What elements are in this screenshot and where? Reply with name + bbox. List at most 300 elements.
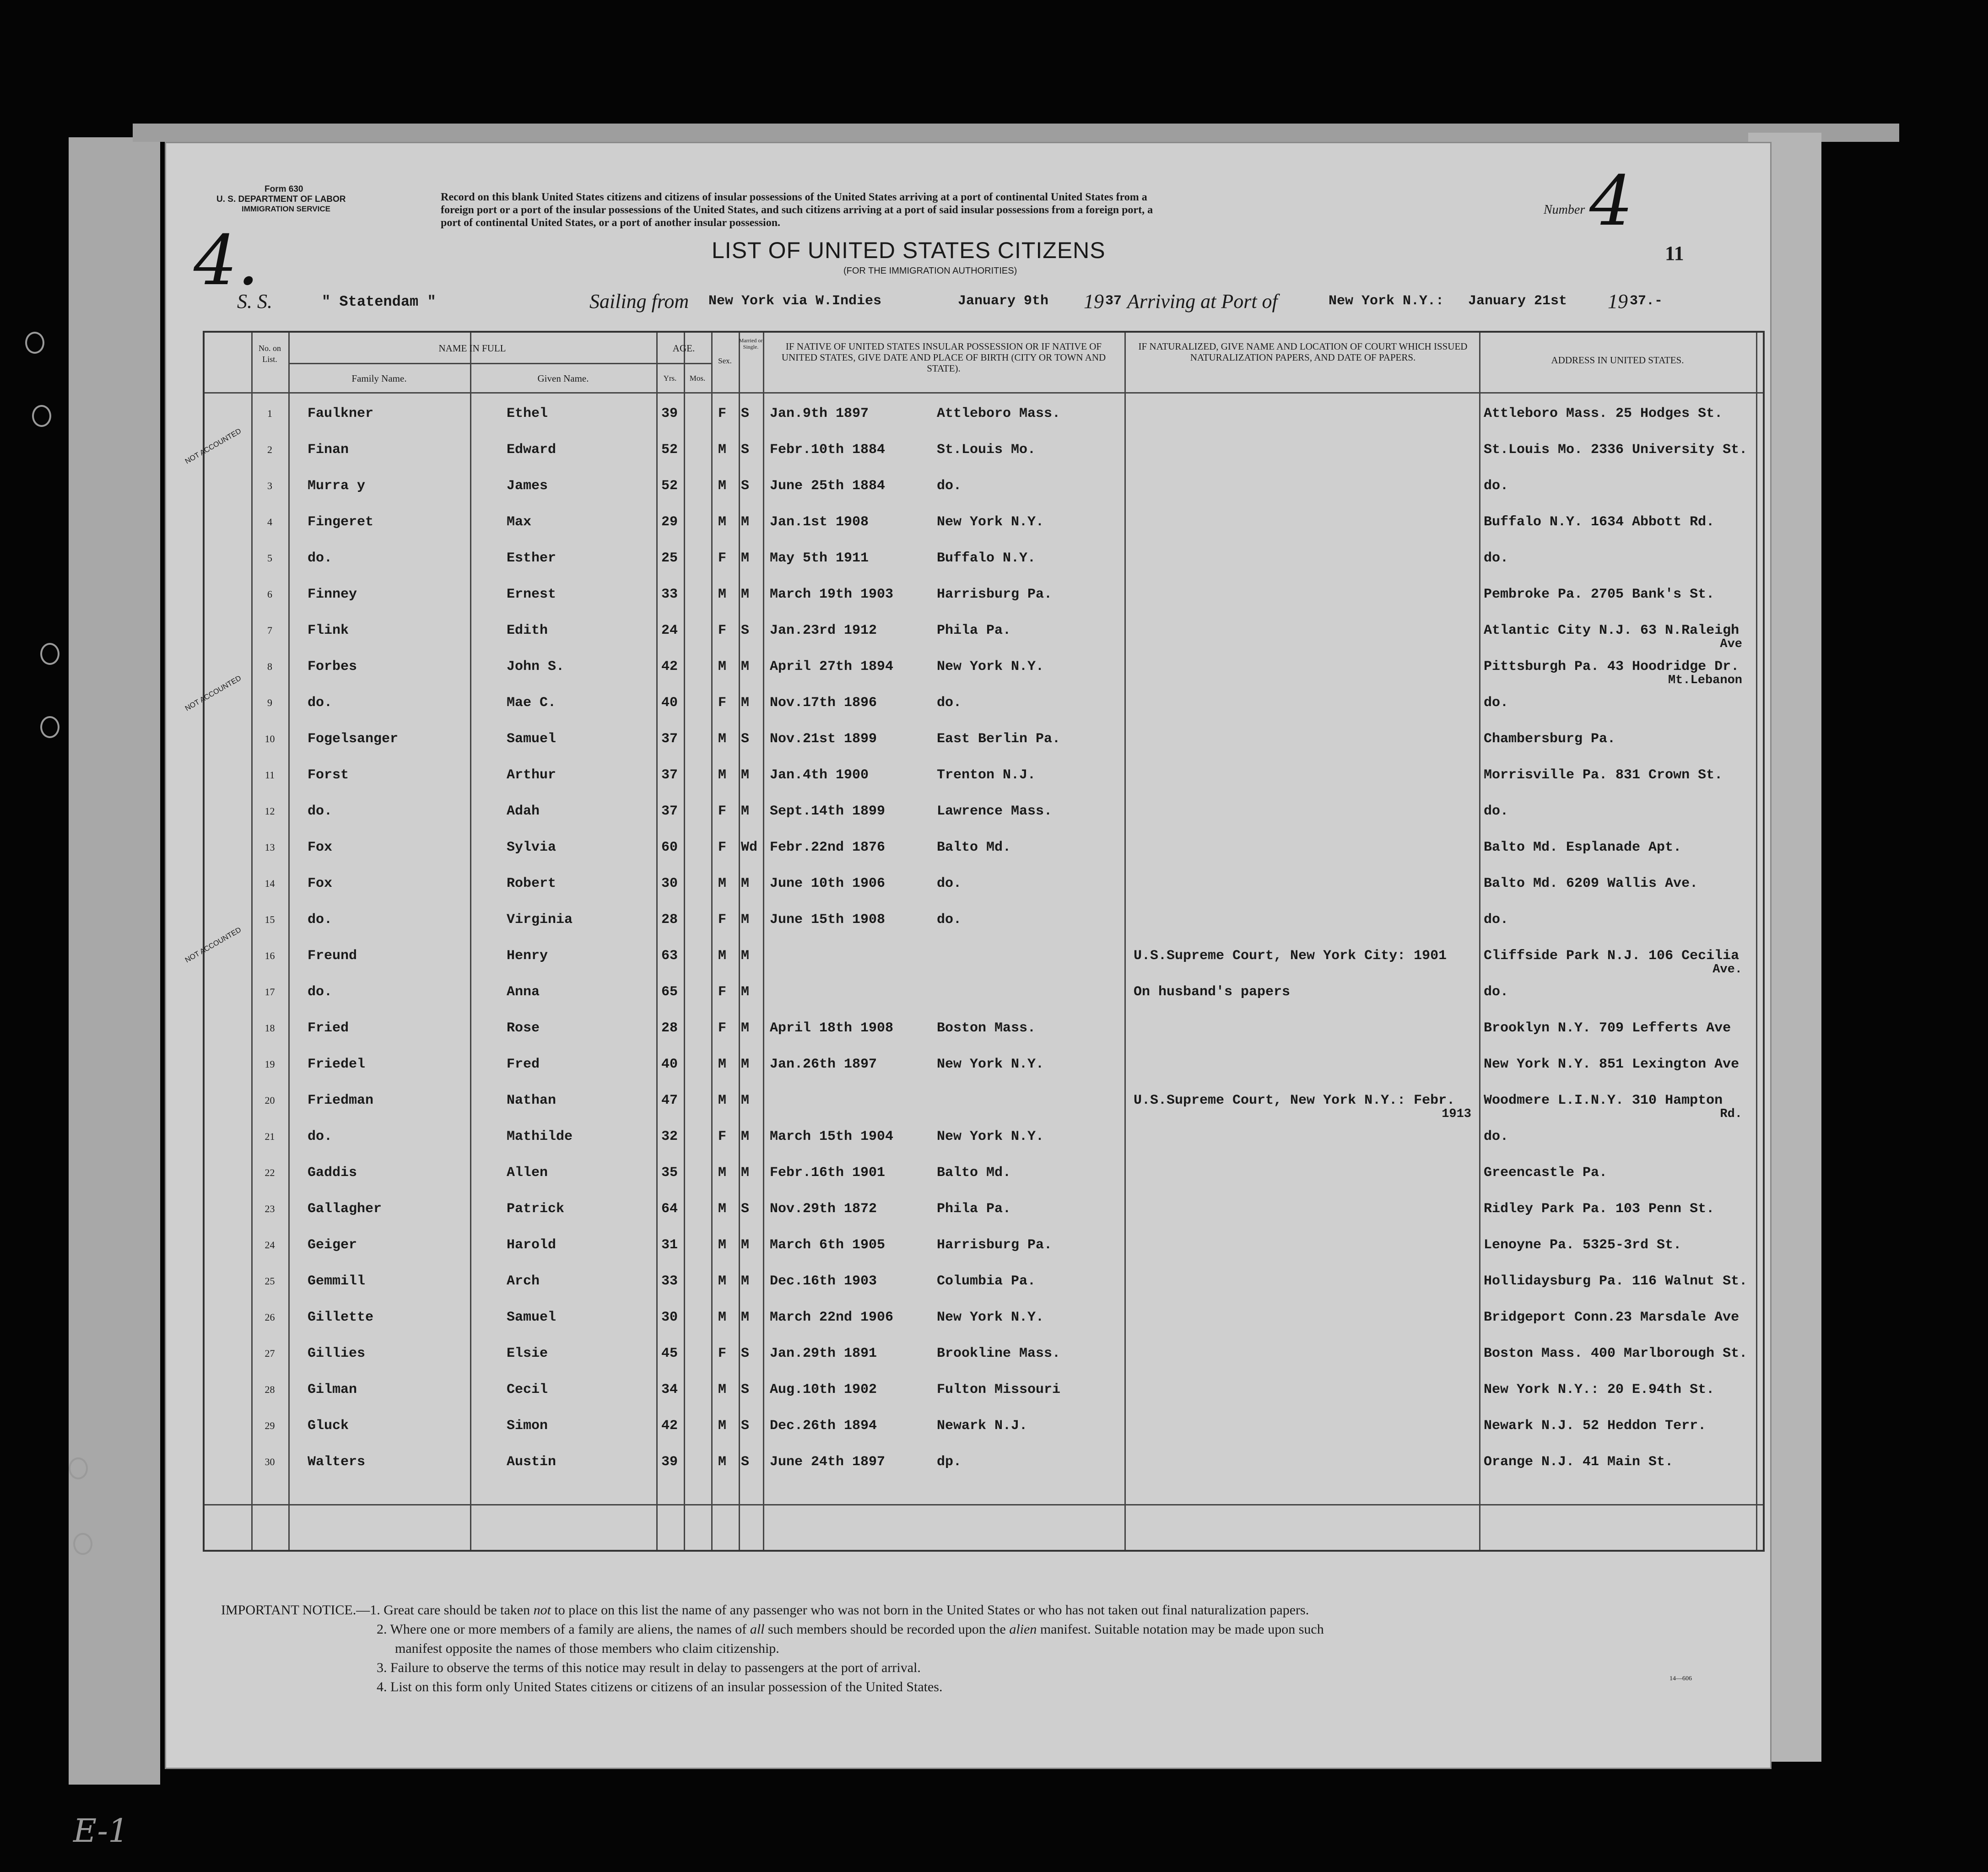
cell-no: 26 [265,1311,275,1323]
cell-date: Dec.16th 1903 [770,1273,877,1289]
table-row [205,1084,1756,1120]
cell-date: Aug.10th 1902 [770,1382,877,1397]
form-subtitle: (FOR THE IMMIGRATION AUTHORITIES) [843,266,1017,276]
cell-given: Adah [507,804,540,819]
cell-place: New York N.Y. [937,659,1044,674]
margin-stamp: NOT ACCOUNTED [184,674,243,713]
binder-hole [32,405,51,427]
cell-date: Jan.29th 1891 [770,1346,877,1361]
cell-place: Phila Pa. [937,623,1011,638]
cell-address: Newark N.J. 52 Heddon Terr. [1484,1418,1707,1434]
table-row [205,469,1756,505]
cell-age: 40 [661,695,678,711]
cell-court: On husband's papers [1134,984,1291,1000]
cell-ms: M [741,1237,750,1253]
cell-age: 37 [661,731,678,747]
cell-given: Virginia [507,912,573,928]
instructions-line-2: foreign port or a port of the insular possessions of the United States, and such citizens arriving at a port of said insular possessions from a foreign port, a [441,204,1153,216]
cell-sex: M [718,1273,727,1289]
cell-family: Friedman [308,1093,374,1108]
cell-no: 28 [265,1384,275,1395]
cell-age: 42 [661,1418,678,1434]
cell-address: New York N.Y. 851 Lexington Ave [1484,1057,1740,1072]
table-row [205,1409,1756,1445]
cell-age: 47 [661,1093,678,1108]
cell-date: Jan.4th 1900 [770,767,869,783]
cell-age: 28 [661,1020,678,1036]
notice-2a: 2. Where one or more members of a family are aliens, the names of [377,1622,750,1637]
cell-age: 37 [661,767,678,783]
cell-place: Columbia Pa. [937,1273,1036,1289]
department-name: U. S. DEPARTMENT OF LABOR [216,194,346,204]
cell-place: do. [937,478,962,494]
cell-ms: M [741,550,750,566]
sailing-year-prefix: 19 [1084,290,1104,313]
header-given-name: Given Name. [537,373,589,384]
cell-age: 29 [661,514,678,530]
cell-place: St.Louis Mo. [937,442,1036,458]
cell-date: Jan.26th 1897 [770,1057,877,1072]
cell-ms: M [741,984,750,1000]
cell-place: Harrisburg Pa. [937,587,1053,602]
cell-ms: M [741,804,750,819]
cell-sex: M [718,587,727,602]
cell-no: 8 [267,661,272,672]
cell-address: Morrisville Pa. 831 Crown St. [1484,767,1723,783]
cell-family: Fox [308,840,333,855]
header-family-name: Family Name. [351,373,407,384]
cell-given: Ernest [507,587,556,602]
cell-given: Arch [507,1273,540,1289]
cell-family: Fox [308,876,333,891]
cell-family: Gallagher [308,1201,382,1217]
arriving-year: 37.- [1630,293,1663,309]
cell-sex: M [718,876,727,891]
table-row [205,1011,1756,1047]
cell-address: Bridgeport Conn.23 Marsdale Ave [1484,1310,1740,1325]
cell-no: 12 [265,805,275,817]
arriving-port: New York N.Y.: [1329,293,1444,309]
cell-sex: F [718,550,727,566]
cell-given: James [507,478,548,494]
cell-address: Atlantic City N.J. 63 N.Raleigh [1484,623,1740,638]
cell-given: Mae C. [507,695,556,711]
cell-date: Nov.17th 1896 [770,695,877,711]
cell-place: Buffalo N.Y. [937,550,1036,566]
cell-age: 33 [661,587,678,602]
cell-date: April 18th 1908 [770,1020,894,1036]
cell-sex: M [718,442,727,458]
notice-2b: such members should be recorded upon the [764,1622,1010,1637]
cell-place: do. [937,912,962,928]
cell-age: 40 [661,1057,678,1072]
cell-given: Ethel [507,406,548,421]
cell-age: 52 [661,442,678,458]
cell-family: do. [308,1129,333,1144]
cell-no: 25 [265,1275,275,1287]
cell-age: 39 [661,406,678,421]
cell-family: Gilman [308,1382,357,1397]
notice-line-2 [377,1620,1324,1639]
cell-address: Pembroke Pa. 2705 Bank's St. [1484,587,1715,602]
cell-sex: F [718,1346,727,1361]
cell-address: Lenoyne Pa. 5325-3rd St. [1484,1237,1682,1253]
cell-place: Trenton N.J. [937,767,1036,783]
cell-date: June 24th 1897 [770,1454,886,1470]
cell-place: Balto Md. [937,1165,1011,1181]
cell-address: Brooklyn N.Y. 709 Lefferts Ave [1484,1020,1731,1036]
header-married-single: Married or Single. [739,337,763,350]
table-row [205,794,1756,831]
cell-date: May 5th 1911 [770,550,869,566]
cell-no: 13 [265,842,275,853]
cell-no: 24 [265,1239,275,1251]
cell-age: 30 [661,1310,678,1325]
cell-no: 4 [267,516,272,528]
notice-2-emphasis-alien: alien [1009,1622,1037,1637]
cell-date: March 15th 1904 [770,1129,894,1144]
cell-given: Sylvia [507,840,556,855]
margin-stamp: NOT ACCOUNTED [184,926,243,965]
cell-family: do. [308,984,333,1000]
cell-place: Fulton Missouri [937,1382,1061,1397]
table-row [205,1120,1756,1156]
cell-address: do. [1484,984,1509,1000]
sailing-date: January 9th [958,293,1049,309]
cell-age: 28 [661,912,678,928]
table-row [205,614,1756,650]
cell-age: 33 [661,1273,678,1289]
cell-sex: M [718,1454,727,1470]
cell-given: Samuel [507,1310,556,1325]
binder-hole [73,1533,92,1555]
header-sex: Sex. [718,356,732,365]
table-row [205,758,1756,794]
cell-no: 5 [267,552,272,564]
cell-no: 11 [265,769,275,781]
cell-address-continued: Mt.Lebanon [1668,674,1742,687]
cell-place: dp. [937,1454,962,1470]
cell-family: Geiger [308,1237,357,1253]
cell-ms: M [741,912,750,928]
cell-sex: F [718,1129,727,1144]
cell-given: Austin [507,1454,556,1470]
cell-place: do. [937,695,962,711]
cell-ms: M [741,876,750,891]
cell-date: Nov.21st 1899 [770,731,877,747]
cell-family: Forbes [308,659,357,674]
cell-age: 34 [661,1382,678,1397]
table-row [205,1228,1756,1264]
cell-date: June 25th 1884 [770,478,886,494]
cell-family: Faulkner [308,406,374,421]
header-mos: Mos. [689,374,706,383]
cell-address: do. [1484,804,1509,819]
cell-age: 64 [661,1201,678,1217]
cell-no: 27 [265,1348,275,1359]
cell-address: Chambersburg Pa. [1484,731,1616,747]
cell-ms: M [741,1165,750,1181]
notice-1a: Great care should be taken [384,1602,534,1618]
cell-no: 19 [265,1058,275,1070]
cell-address: St.Louis Mo. 2336 University St. [1484,442,1748,458]
cell-family: Walters [308,1454,366,1470]
cell-ms: M [741,514,750,530]
cell-date: Sept.14th 1899 [770,804,886,819]
cell-sex: F [718,695,727,711]
cell-address-continued: Rd. [1720,1107,1742,1121]
cell-family: Fogelsanger [308,731,399,747]
cell-address: do. [1484,912,1509,928]
notice-line-2-cont: manifest opposite the names of those members who claim citizenship. [395,1641,779,1656]
cell-given: Elsie [507,1346,548,1361]
cell-ms: Wd [741,840,758,855]
cell-no: 17 [265,986,275,998]
cell-age: 39 [661,1454,678,1470]
cell-given: Rose [507,1020,540,1036]
cell-age: 45 [661,1346,678,1361]
cell-date: March 22nd 1906 [770,1310,894,1325]
cell-address: Orange N.J. 41 Main St. [1484,1454,1674,1470]
table-row [205,1047,1756,1084]
table-row [205,505,1756,541]
cell-sex: M [718,731,727,747]
cell-family: Gillies [308,1346,366,1361]
cell-age: 37 [661,804,678,819]
ship-name: " Statendam " [322,293,436,310]
cell-sex: F [718,1020,727,1036]
cell-family: do. [308,550,333,566]
cell-age: 35 [661,1165,678,1181]
cell-ms: S [741,406,750,421]
cell-ms: S [741,623,750,638]
cell-given: Simon [507,1418,548,1434]
cell-sex: M [718,1201,727,1217]
header-native-birth: IF NATIVE OF UNITED STATES INSULAR POSSESSION OR IF NATIVE OF UNITED STATES, GIVE DATE AND PLACE OF BIRTH (CITY OR TOWN AND STATE). [781,341,1106,374]
table-row [205,397,1756,433]
arriving-year-prefix: 19 [1608,290,1628,313]
instructions-line-1: Record on this blank United States citizens and citizens of insular possessions of the United States arriving at a port of continental United States from a [441,191,1147,203]
cell-family: Freund [308,948,357,964]
cell-family: Forst [308,767,349,783]
cell-sex: M [718,1382,727,1397]
cell-family: Gluck [308,1418,349,1434]
table-row [205,650,1756,686]
list-number-handwritten: 4. [194,221,259,301]
cell-address: Balto Md. 6209 Wallis Ave. [1484,876,1698,891]
cell-place: Boston Mass. [937,1020,1036,1036]
header-bottom-rule [205,392,1763,394]
cell-address: do. [1484,695,1509,711]
bottom-left-mark: E-1 [73,1812,129,1850]
header-address: ADDRESS IN UNITED STATES. [1551,355,1684,366]
cell-address: do. [1484,550,1509,566]
cell-place: New York N.Y. [937,514,1044,530]
cell-family: do. [308,912,333,928]
sailing-from: New York via W.Indies [708,293,882,309]
cell-given: Esther [507,550,556,566]
cell-sex: F [718,406,727,421]
header-name-in-full: NAME IN FULL [438,343,506,354]
header-no-on-list: No. on List. [259,344,281,364]
cell-address: Greencastle Pa. [1484,1165,1608,1181]
sailing-label: Sailing from [589,290,689,313]
table-row [205,1445,1756,1481]
cell-sex: M [718,1057,727,1072]
cell-place: East Berlin Pa. [937,731,1061,747]
cell-no: 29 [265,1420,275,1431]
cell-address: Pittsburgh Pa. 43 Hoodridge Dr. [1484,659,1740,674]
cell-age: 63 [661,948,678,964]
cell-age: 60 [661,840,678,855]
cell-sex: F [718,623,727,638]
table-footer-rule [205,1504,1763,1505]
cell-ms: M [741,767,750,783]
table-row [205,722,1756,758]
cell-ms: M [741,695,750,711]
cell-given: John S. [507,659,565,674]
cell-no: 2 [267,444,272,455]
number-value: 4 [1589,162,1633,241]
table-row [205,939,1756,975]
header-rule [288,363,656,364]
cell-given: Nathan [507,1093,556,1108]
cell-address-continued: Ave. [1712,963,1742,976]
passenger-table [184,331,1765,1552]
cell-court: U.S.Supreme Court, New York City: 1901 [1134,948,1447,964]
cell-address: Attleboro Mass. 25 Hodges St. [1484,406,1723,421]
cell-court: U.S.Supreme Court, New York N.Y.: Febr. [1134,1093,1455,1108]
cell-ms: M [741,1129,750,1144]
cell-ms: M [741,1020,750,1036]
table-row [205,903,1756,939]
manifest-page [165,142,1772,1769]
cell-place: Newark N.J. [937,1418,1028,1434]
cell-sex: F [718,840,727,855]
cell-ms: S [741,1201,750,1217]
notice-line-4: 4. List on this form only United States citizens or citizens of an insular possession of the United States. [377,1679,943,1694]
cell-ms: M [741,1273,750,1289]
notice-line-1 [221,1601,1309,1620]
notice-lead: IMPORTANT NOTICE.—1. [221,1602,380,1618]
cell-ms: S [741,731,750,747]
cell-date: June 10th 1906 [770,876,886,891]
cell-sex: M [718,767,727,783]
cell-family: Flink [308,623,349,638]
cell-no: 9 [267,697,272,708]
service-name: IMMIGRATION SERVICE [242,205,330,213]
cell-no: 18 [265,1022,275,1034]
notice-1-emphasis: not [533,1602,551,1618]
table-row [205,831,1756,867]
notice-2-emphasis-all: all [750,1622,765,1637]
cell-no: 22 [265,1167,275,1178]
cell-age: 52 [661,478,678,494]
cell-ms: S [741,1418,750,1434]
cell-address: Boston Mass. 400 Marlborough St. [1484,1346,1748,1361]
cell-family: do. [308,804,333,819]
cell-date: June 15th 1908 [770,912,886,928]
cell-given: Edith [507,623,548,638]
table-row [205,975,1756,1011]
cell-given: Henry [507,948,548,964]
cell-family: Fried [308,1020,349,1036]
cell-given: Fred [507,1057,540,1072]
table-row [205,1373,1756,1409]
cell-date: March 6th 1905 [770,1237,886,1253]
cell-family: Murra y [308,478,366,494]
cell-given: Arthur [507,767,556,783]
cell-sex: M [718,1165,727,1181]
table-row [205,1337,1756,1373]
cell-given: Samuel [507,731,556,747]
cell-given: Patrick [507,1201,565,1217]
binder-hole [40,643,59,665]
cell-given: Mathilde [507,1129,573,1144]
cell-given: Edward [507,442,556,458]
cell-date: March 19th 1903 [770,587,894,602]
table-row [205,1192,1756,1228]
form-code: 14—606 [1669,1675,1692,1682]
binder-hole [25,332,44,354]
cell-date: Febr.22nd 1876 [770,840,886,855]
cell-given: Anna [507,984,540,1000]
margin-stamp: NOT ACCOUNTED [184,427,243,466]
header-naturalized: IF NATURALIZED, GIVE NAME AND LOCATION OF COURT WHICH ISSUED NATURALIZATION PAPERS, AND DATE OF PAPERS. [1138,341,1468,363]
notice-line-3: 3. Failure to observe the terms of this notice may result in delay to passengers at the port of arrival. [377,1660,921,1675]
cell-no: 15 [265,914,275,925]
cell-place: Lawrence Mass. [937,804,1053,819]
cell-ms: S [741,1346,750,1361]
cell-sex: F [718,912,727,928]
cell-family: Finan [308,442,349,458]
cell-no: 14 [265,878,275,889]
cell-no: 3 [267,480,272,491]
cell-no: 30 [265,1456,275,1467]
cell-ms: S [741,1454,750,1470]
table-row [205,433,1756,469]
table-row [205,541,1756,577]
table-row [205,686,1756,722]
cell-address: Cliffside Park N.J. 106 Cecilia [1484,948,1740,964]
cell-age: 25 [661,550,678,566]
form-title: LIST OF UNITED STATES CITIZENS [712,237,1106,263]
arriving-date: January 21st [1468,293,1567,309]
cell-address: New York N.Y.: 20 E.94th St. [1484,1382,1715,1397]
cell-no: 1 [267,408,272,419]
cell-given: Cecil [507,1382,548,1397]
cell-address: Balto Md. Esplanade Apt. [1484,840,1682,855]
cell-sex: F [718,804,727,819]
table-row [205,1300,1756,1337]
cell-address-continued: Ave [1720,637,1742,651]
cell-ms: M [741,587,750,602]
cell-family: Gaddis [308,1165,357,1181]
cell-sex: M [718,1310,727,1325]
cell-address: Buffalo N.Y. 1634 Abbott Rd. [1484,514,1715,530]
cell-ms: M [741,659,750,674]
cell-sex: M [718,659,727,674]
notice-1b: to place on this list the name of any passenger who was not born in the United States or who has not taken out final naturalization papers. [551,1602,1309,1618]
cell-family: Friedel [308,1057,366,1072]
cell-family: Finney [308,587,357,602]
cell-no: 7 [267,625,272,636]
cell-no: 21 [265,1131,275,1142]
cell-date: April 27th 1894 [770,659,894,674]
cell-address: Ridley Park Pa. 103 Penn St. [1484,1201,1715,1217]
binder-hole [40,716,59,738]
cell-no: 16 [265,950,275,961]
